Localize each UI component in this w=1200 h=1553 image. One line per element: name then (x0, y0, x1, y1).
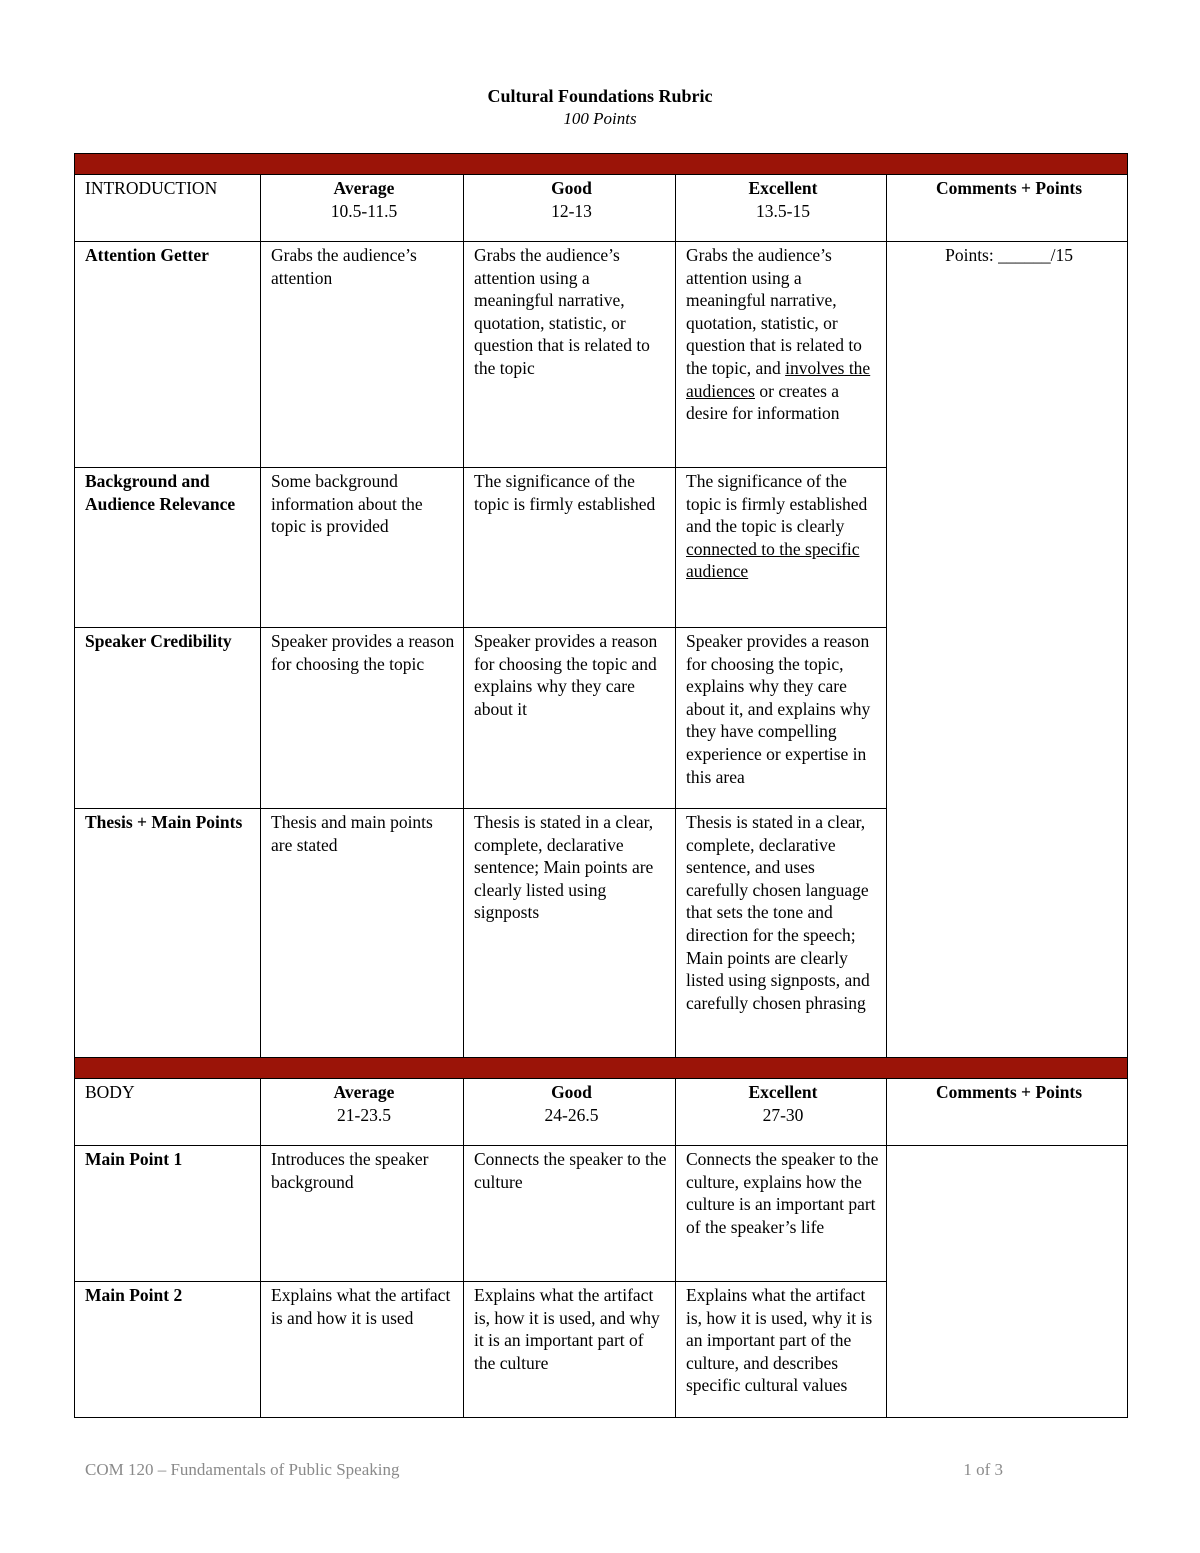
good-description: The significance of the topic is firmly established (464, 468, 676, 628)
level-label: Average (333, 1082, 395, 1102)
level-average-header (261, 175, 464, 242)
average-description: Introduces the speaker background (261, 1146, 464, 1282)
level-range: 12-13 (551, 200, 592, 221)
document-subtitle: 100 Points (563, 109, 637, 128)
section-band (75, 1058, 1128, 1079)
criterion-row (75, 242, 1128, 468)
average-description: Some background information about the topic is provided (261, 468, 464, 628)
page-footer (85, 1460, 1003, 1480)
page-number: 1 of 3 (963, 1460, 1003, 1479)
section-header-row (75, 175, 1128, 242)
criterion-row (75, 1146, 1128, 1282)
criterion-name: Background and Audience Relevance (75, 468, 261, 628)
level-label: Average (333, 178, 395, 198)
section-name: BODY (75, 1079, 261, 1146)
good-description: Explains what the artifact is, how it is used, and why it is an important part of the culture (464, 1282, 676, 1418)
level-label: Excellent (748, 178, 818, 198)
good-description: Grabs the audience’s attention using a meaningful narrative, quotation, statistic, or question that is related to the topic (464, 242, 676, 468)
excellent-description: Grabs the audience’s attention using a meaningful narrative, quotation, statistic, or question that is related to the topic, and involves the audiences or creates a desire for information (676, 242, 887, 468)
level-excellent-header (676, 175, 887, 242)
criterion-name: Attention Getter (75, 242, 261, 468)
average-description: Explains what the artifact is and how it is used (261, 1282, 464, 1418)
criterion-name: Main Point 2 (75, 1282, 261, 1418)
criterion-name: Speaker Credibility (75, 628, 261, 809)
level-average-header (261, 1079, 464, 1146)
level-label: Excellent (748, 1082, 818, 1102)
excellent-description: Connects the speaker to the culture, explains how the culture is an important part of the speaker’s life (676, 1146, 887, 1282)
comments-header: Comments + Points (887, 1079, 1128, 1146)
level-range: 21-23.5 (337, 1104, 391, 1125)
section-band (75, 154, 1128, 175)
good-description: Speaker provides a reason for choosing the topic and explains why they care about it (464, 628, 676, 809)
level-good-header (464, 175, 676, 242)
document-title: Cultural Foundations Rubric (487, 86, 713, 106)
level-range: 10.5-11.5 (330, 200, 398, 221)
section-name: INTRODUCTION (75, 175, 261, 242)
criterion-name: Thesis + Main Points (75, 809, 261, 1058)
level-range: 24-26.5 (544, 1104, 599, 1125)
comments-points-cell[interactable] (887, 242, 1128, 1058)
average-description: Thesis and main points are stated (261, 809, 464, 1058)
excellent-description: Thesis is stated in a clear, complete, declarative sentence, and uses carefully chosen language that sets the tone and direction for the speech; Main points are clearly listed using signposts, and carefully chosen phrasing (676, 809, 887, 1058)
section-header-row (75, 1079, 1128, 1146)
points-label: Points: ______/15 (945, 245, 1073, 265)
average-description: Grabs the audience’s attention (261, 242, 464, 468)
excellent-description: The significance of the topic is firmly established and the topic is clearly connected to the specific audience (676, 468, 887, 628)
level-excellent-header (676, 1079, 887, 1146)
criterion-name: Main Point 1 (75, 1146, 261, 1282)
level-range: 27-30 (762, 1104, 804, 1125)
good-description: Thesis is stated in a clear, complete, declarative sentence; Main points are clearly listed using signposts (464, 809, 676, 1058)
level-label: Good (551, 1082, 592, 1102)
comments-points-cell[interactable] (887, 1146, 1128, 1418)
rubric-table (74, 153, 1128, 1418)
excellent-description: Speaker provides a reason for choosing the topic, explains why they care about it, and explains why they have compelling experience or expertise in this area (676, 628, 887, 809)
course-name: COM 120 – Fundamentals of Public Speaking (85, 1460, 400, 1479)
level-range: 13.5-15 (756, 200, 810, 221)
comments-header: Comments + Points (887, 175, 1128, 242)
level-good-header (464, 1079, 676, 1146)
good-description: Connects the speaker to the culture (464, 1146, 676, 1282)
level-label: Good (551, 178, 592, 198)
document-header (0, 84, 1200, 130)
average-description: Speaker provides a reason for choosing the topic (261, 628, 464, 809)
excellent-description: Explains what the artifact is, how it is used, why it is an important part of the culture, and describes specific cultural values (676, 1282, 887, 1418)
